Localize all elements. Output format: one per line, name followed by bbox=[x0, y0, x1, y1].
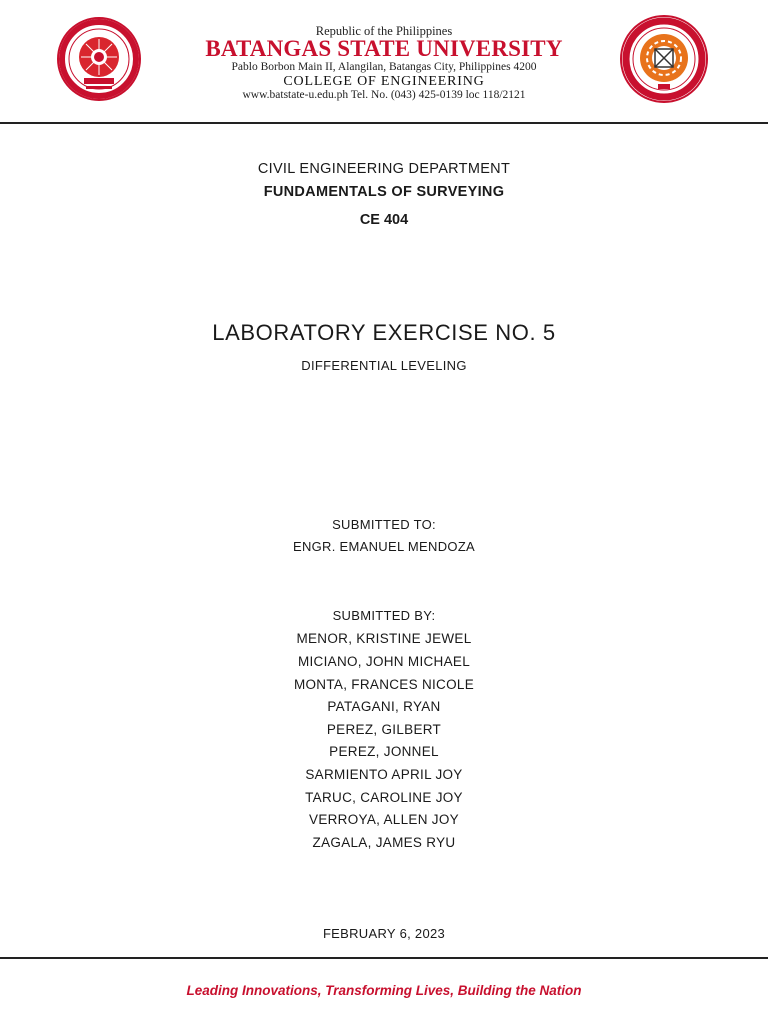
member-name: PATAGANI, RYAN bbox=[327, 699, 441, 714]
submitted-by-label: SUBMITTED BY: bbox=[332, 608, 436, 623]
university-name: BATANGAS STATE UNIVERSITY bbox=[205, 36, 563, 61]
course-code: CE 404 bbox=[359, 212, 409, 228]
member-name: VERROYA, ALLEN JOY bbox=[309, 812, 459, 827]
footer-divider bbox=[0, 957, 768, 959]
header-divider bbox=[0, 122, 768, 124]
exercise-title: LABORATORY EXERCISE NO. 5 bbox=[212, 320, 556, 345]
member-name: MENOR, KRISTINE JEWEL bbox=[296, 631, 472, 646]
member-name: PEREZ, JONNEL bbox=[329, 744, 439, 759]
letterhead bbox=[0, 0, 768, 122]
submitted-to-name: ENGR. EMANUEL MENDOZA bbox=[292, 539, 476, 554]
member-name: SARMIENTO APRIL JOY bbox=[305, 767, 463, 782]
footer-tagline: Leading Innovations, Transforming Lives, Building the Nation bbox=[186, 983, 582, 998]
submitted-to-label: SUBMITTED TO: bbox=[332, 517, 436, 532]
member-name: MONTA, FRANCES NICOLE bbox=[293, 677, 475, 692]
batangas-state-university-seal-icon bbox=[46, 16, 152, 102]
submission-date: FEBRUARY 6, 2023 bbox=[322, 926, 446, 941]
contact-line: www.batstate-u.edu.ph Tel. No. (043) 425-0139 loc 118/2121 bbox=[242, 89, 526, 101]
republic-line: Republic of the Philippines bbox=[315, 24, 453, 38]
course-title: FUNDAMENTALS OF SURVEYING bbox=[263, 184, 505, 200]
member-name: TARUC, CAROLINE JOY bbox=[305, 790, 463, 805]
member-name: PEREZ, GILBERT bbox=[326, 722, 442, 737]
department-name: CIVIL ENGINEERING DEPARTMENT bbox=[257, 161, 511, 177]
college-of-engineering-seal-icon bbox=[612, 14, 716, 104]
member-name: ZAGALA, JAMES RYU bbox=[312, 835, 456, 850]
member-name: MICIANO, JOHN MICHAEL bbox=[297, 654, 471, 669]
university-address: Pablo Borbon Main II, Alangilan, Batangas City, Philippines 4200 bbox=[231, 61, 537, 73]
exercise-subtitle: DIFFERENTIAL LEVELING bbox=[301, 358, 467, 373]
college-name: COLLEGE OF ENGINEERING bbox=[283, 74, 485, 89]
